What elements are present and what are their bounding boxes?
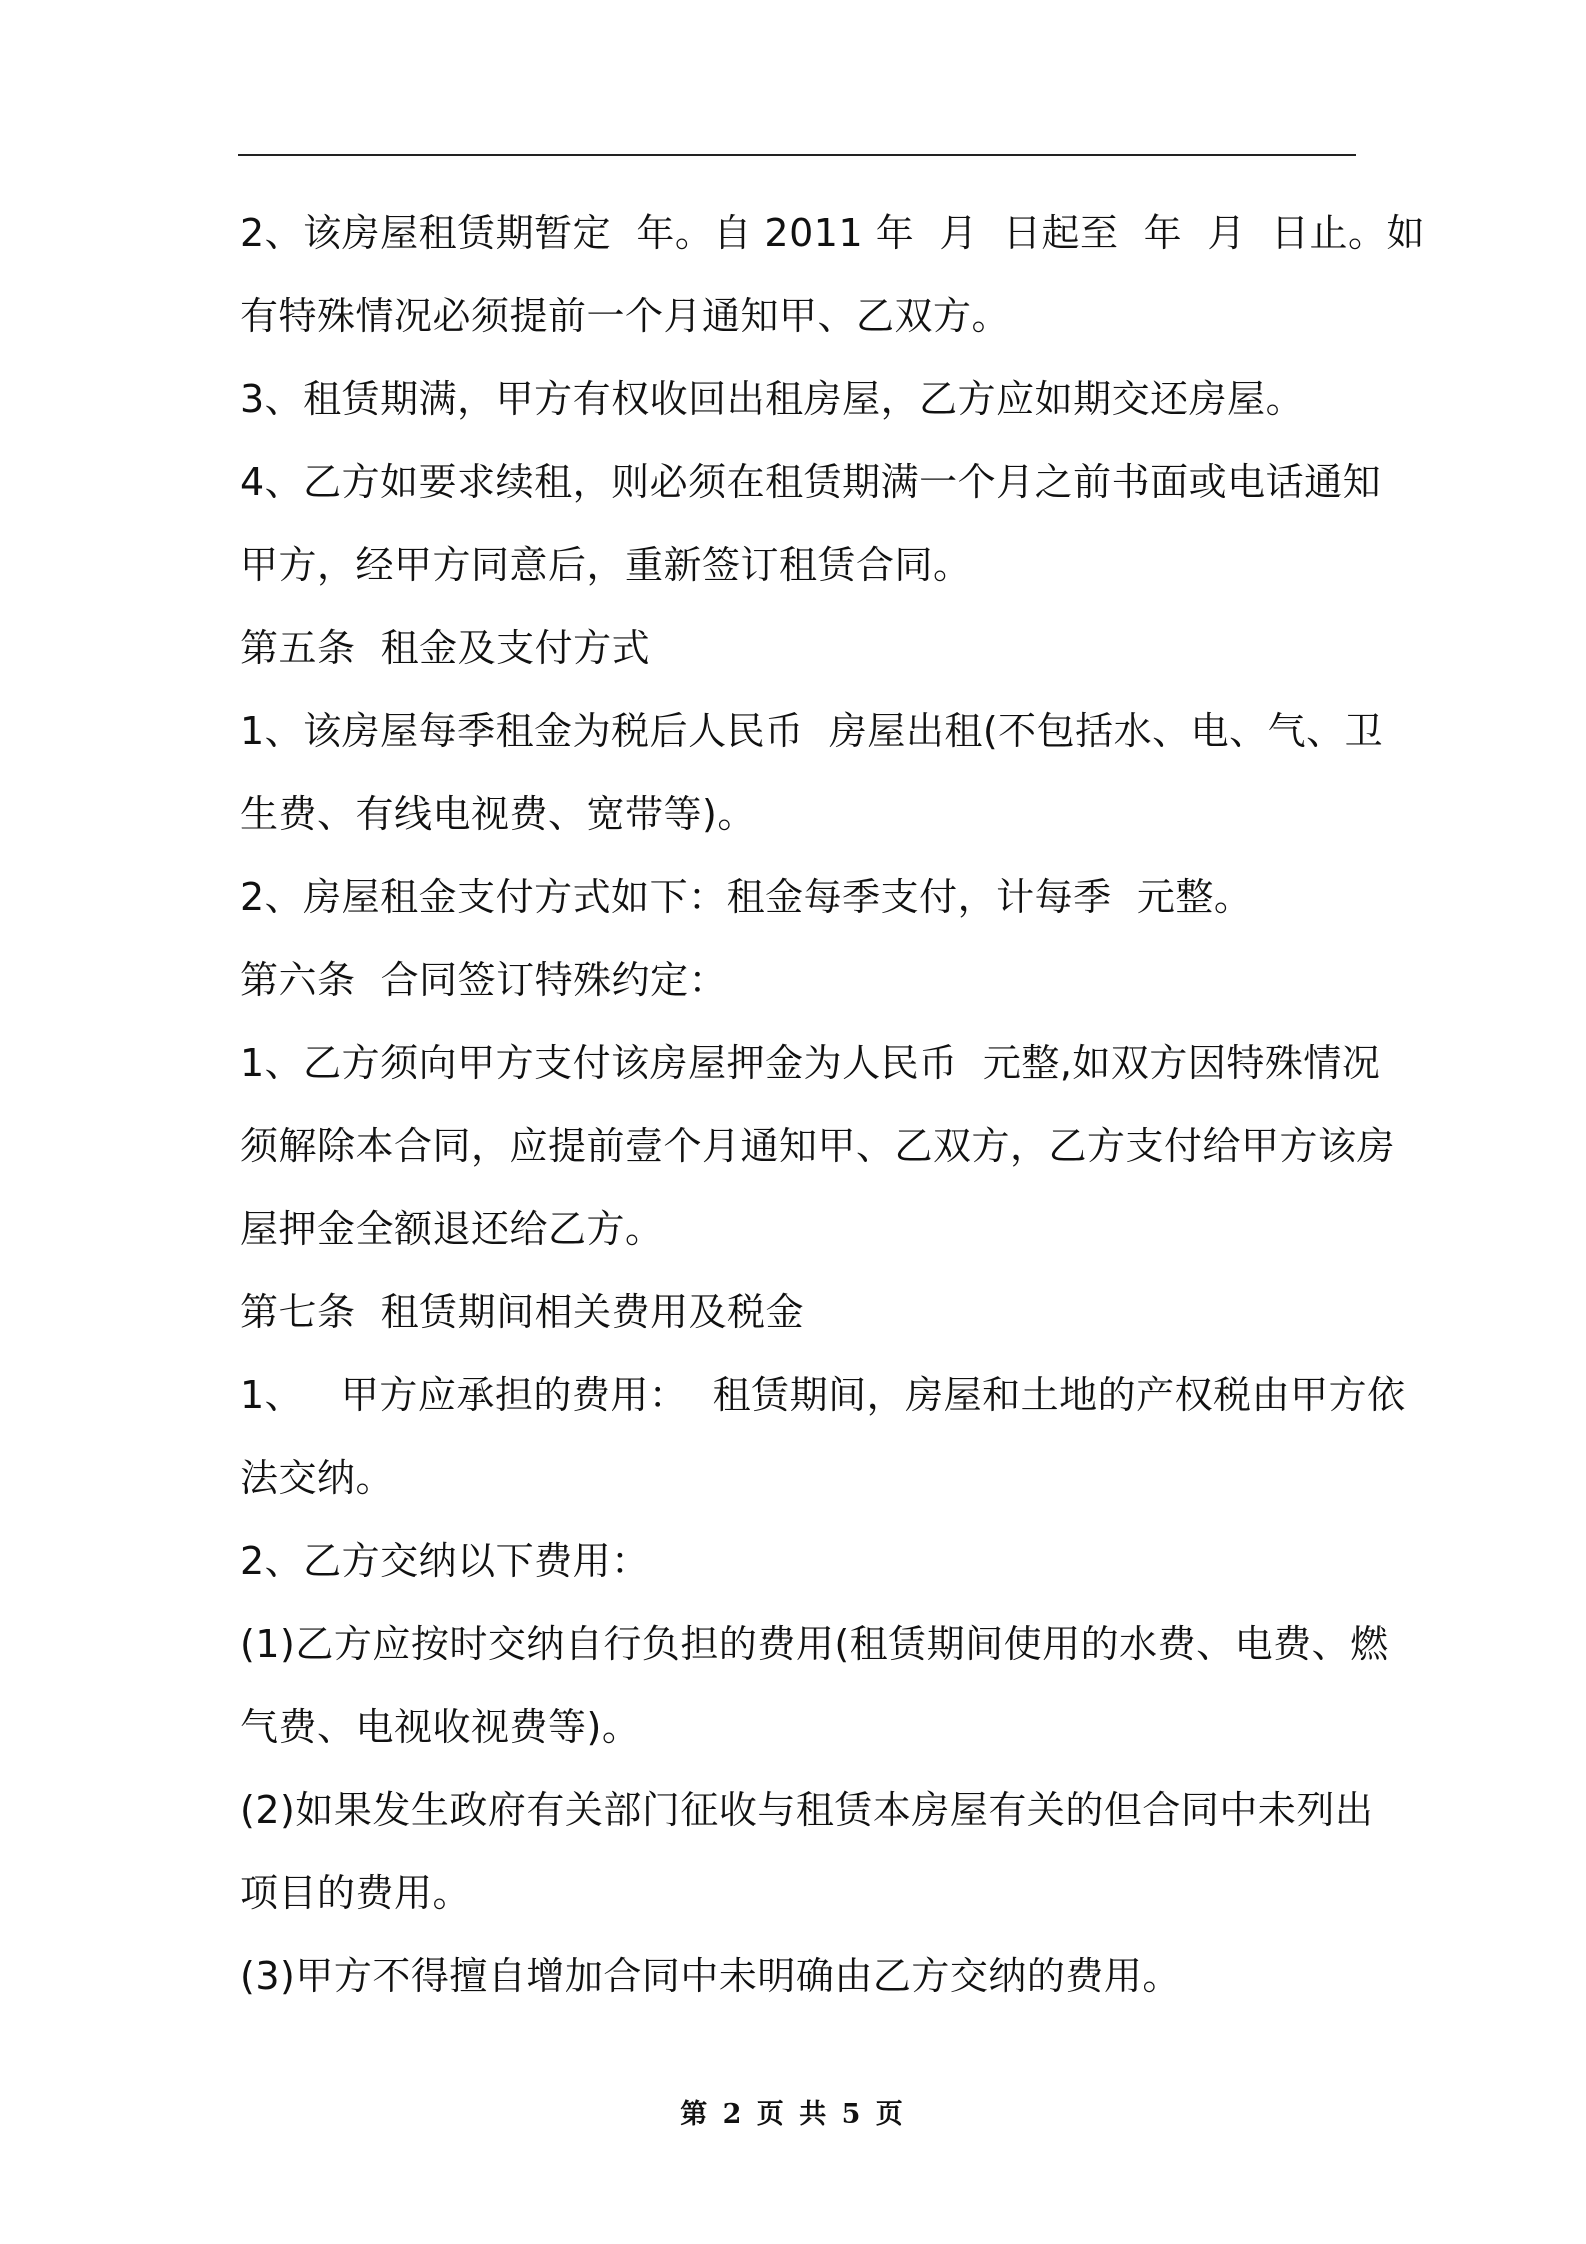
text-line: 1、乙方须向甲方支付该房屋押金为人民币 元整,如双方因特殊情况 [240, 1041, 1381, 1085]
section-heading: 第六条 合同签订特殊约定： [240, 958, 728, 1002]
text-line: 4、乙方如要求续租，则必须在租赁期满一个月之前书面或电话通知 [240, 460, 1382, 504]
text-line: 甲方，经甲方同意后，重新签订租赁合同。 [240, 543, 972, 587]
text-line: 气费、电视收视费等)。 [240, 1705, 641, 1749]
section-heading: 第五条 租金及支付方式 [240, 626, 651, 670]
text-line: 法交纳。 [240, 1456, 395, 1500]
text-line: (3)甲方不得擅自增加合同中未明确由乙方交纳的费用。 [240, 1954, 1181, 1998]
text-line: (1)乙方应按时交纳自行负担的费用(租赁期间使用的水费、电费、燃 [240, 1622, 1389, 1666]
text-line: 有特殊情况必须提前一个月通知甲、乙双方。 [240, 294, 1011, 338]
header-rule [238, 154, 1356, 156]
text-line: 3、租赁期满，甲方有权收回出租房屋，乙方应如期交还房屋。 [240, 377, 1305, 421]
text-line: 2、乙方交纳以下费用： [240, 1539, 650, 1583]
text-line: (2)如果发生政府有关部门征收与租赁本房屋有关的但合同中未列出 [240, 1788, 1374, 1832]
page-number: 第 2 页 共 5 页 [680, 2099, 906, 2130]
text-line: 2、该房屋租赁期暂定 年。自 2011 年 月 日起至 年 月 日止。如 [240, 211, 1425, 255]
text-line: 1、该房屋每季租金为税后人民币 房屋出租(不包括水、电、气、卫 [240, 709, 1384, 753]
text-line: 须解除本合同，应提前壹个月通知甲、乙双方，乙方支付给甲方该房 [240, 1124, 1396, 1168]
section-heading: 第七条 租赁期间相关费用及税金 [240, 1290, 805, 1334]
document-body [240, 198, 1425, 2024]
text-line: 项目的费用。 [240, 1871, 472, 1915]
text-line: 生费、有线电视费、宽带等)。 [240, 792, 756, 836]
text-line: 2、房屋租金支付方式如下：租金每季支付，计每季 元整。 [240, 875, 1253, 919]
text-line: 1、 甲方应承担的费用： 租赁期间，房屋和土地的产权税由甲方依 [240, 1373, 1406, 1417]
text-line: 屋押金全额退还给乙方。 [240, 1207, 664, 1251]
